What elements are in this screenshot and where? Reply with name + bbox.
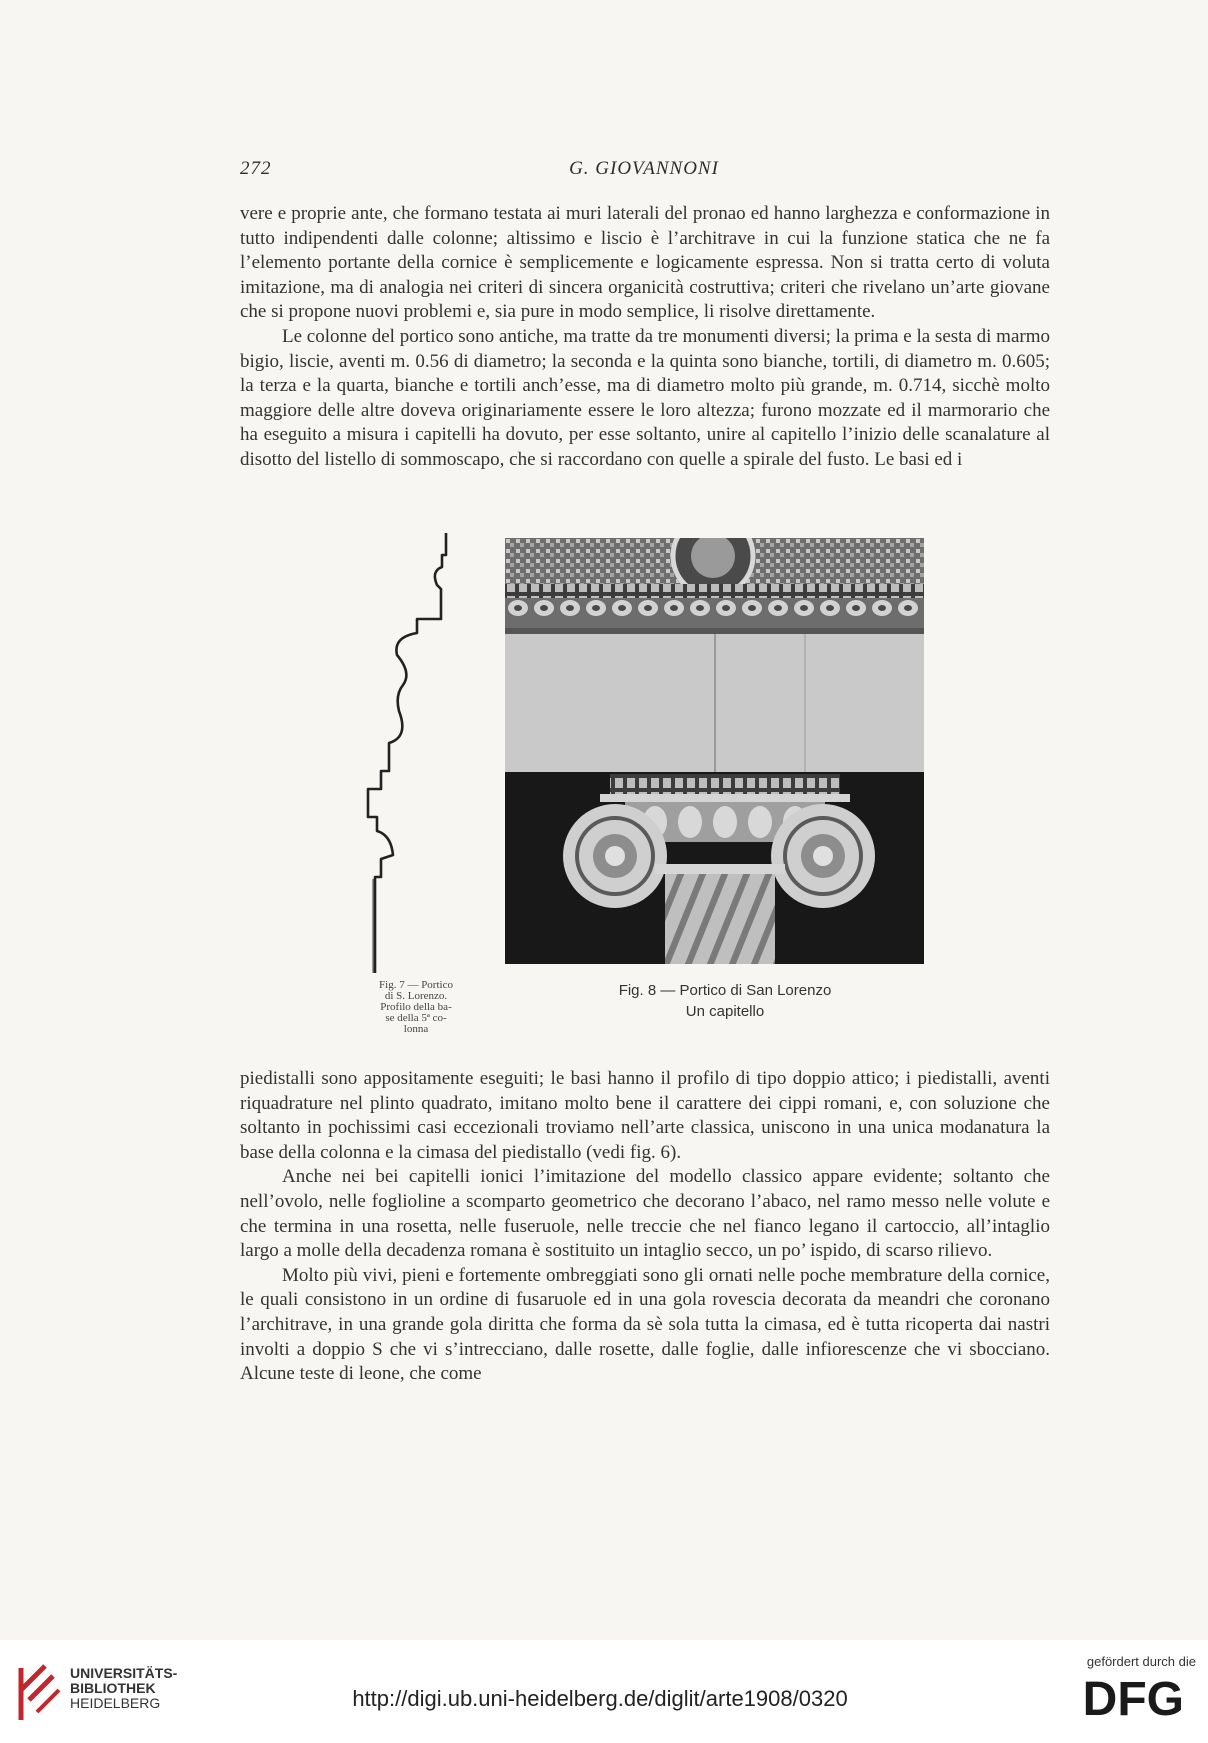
body-text-top [240,202,1050,473]
library-logo-icon [15,1660,61,1722]
funder-block [1056,1654,1196,1719]
library-name [70,1666,177,1711]
funder-label: gefördert durch die [1086,1654,1196,1669]
caption-line: Profilo della ba- [380,1001,452,1013]
dfg-logo-text: DFG [1082,1673,1184,1719]
caption-line: lonna [403,1023,429,1035]
paragraph: Anche nei bei capitelli ionici l’imitazione del modello classico appare evidente; soltanto che nell’ovolo, nelle foglioline a scomparto geometrico che decorano l’abaco, nel ramo messo nelle volute e che termina in una rosetta, nelle fuseruole, nelle treccie che nel fianco legano il cartoccio, all’intaglio largo a molle della decadenza romana è sostituito un intaglio secco, un po’ ispido, di scarso rilievo. [240,1166,1050,1262]
caption-line: Un capitello [685,1003,765,1020]
digitization-footer [0,1640,1208,1743]
dfg-logo [1056,1673,1186,1719]
paragraph: vere e proprie ante, che formano testata ai muri laterali del pronao ed hanno larghezza e conformazione in tutto indipendenti dalle colonne; altissimo e liscio è l’architrave in cui la funzione statica che ne fa l’elemento portante della cornice è semplicemente e logicamente espressa. Non si tratta certo di voluta imitazione, ma di analogia nei criteri di sincera organicità costruttiva; criteri che rivelano un’arte giovane che si propone nuovi problemi e, sia pure in modo semplice, li risolve direttamente. [240,203,1050,323]
caption-line: Fig. 8 — Portico di San Lorenzo [618,982,832,999]
library-line: HEIDELBERG [70,1695,161,1711]
paragraph: Le colonne del portico sono antiche, ma tratte da tre monumenti diversi; la prima e la sesta di marmo bigio, liscie, aventi m. 0.56 di diametro; la seconda e la quinta sono bianche, tortili, di diametro m. 0.605; la terza e la quarta, bianche e tortili anch’esse, ma di diametro molto più grande, m. 0.714, sicchè molto maggiore delle altre doveva originariamente essere le loro altezza; furono mozzate ed il marmorario che ha eseguito a misura i capitelli ha dovuto, per esse soltanto, unire al capitello l’inizio delle scanalature al disotto del listello di sommoscapo, che si raccordano con quelle a spirale del fusto. Le basi ed i [240,325,1050,470]
paragraph: piedistalli sono appositamente eseguiti; le basi hanno il profilo di tipo doppio attico; i piedistalli, aventi riquadrature nel plinto quadrato, imitano molto bene il carattere dei cippi romani, e, con soluzione che soltanto in pochissimi casi eccezionali troviamo nell’arte classica, uniscono in una unica modanatura la base della colonna e la cimasa del piedistallo (vedi fig. 6). [240,1068,1050,1163]
running-head-author: G. GIOVANNONI [569,158,719,179]
fig7-caption [357,980,475,1035]
paragraph: Molto più vivi, pieni e fortemente ombreggiati sono gli ornati nelle poche membrature della cornice, le quali consistono in un ordine di fusaruole ed in una gola rovescia decorata da meandri che coronano l’architrave, in una grande gola diritta che forma da sè sola tutta la cimasa, ed è tutta ricoperta dai nastri involti a doppio S che vi s’intrecciano, dalle rosette, dalle foglie, dalle infiorescenze che vi sbocciano. Alcune teste di leone, che come [240,1264,1050,1385]
caption-line: Fig. 7 — Portico [379,979,453,991]
ionic-capital-photograph [505,538,924,964]
caption-line: di S. Lorenzo. [384,990,448,1002]
caption-line: se della 5ª co- [385,1012,447,1024]
base-profile-drawing [365,533,455,973]
body-text-bottom [240,1067,1050,1387]
permalink-url[interactable]: http://digi.ub.uni-heidelberg.de/diglit/arte1908/0320 [352,1686,848,1711]
library-line: UNIVERSITÄTS- [70,1665,178,1681]
page-number: 272 [240,158,272,179]
library-line: BIBLIOTHEK [70,1680,156,1696]
fig8-caption [560,980,890,1022]
